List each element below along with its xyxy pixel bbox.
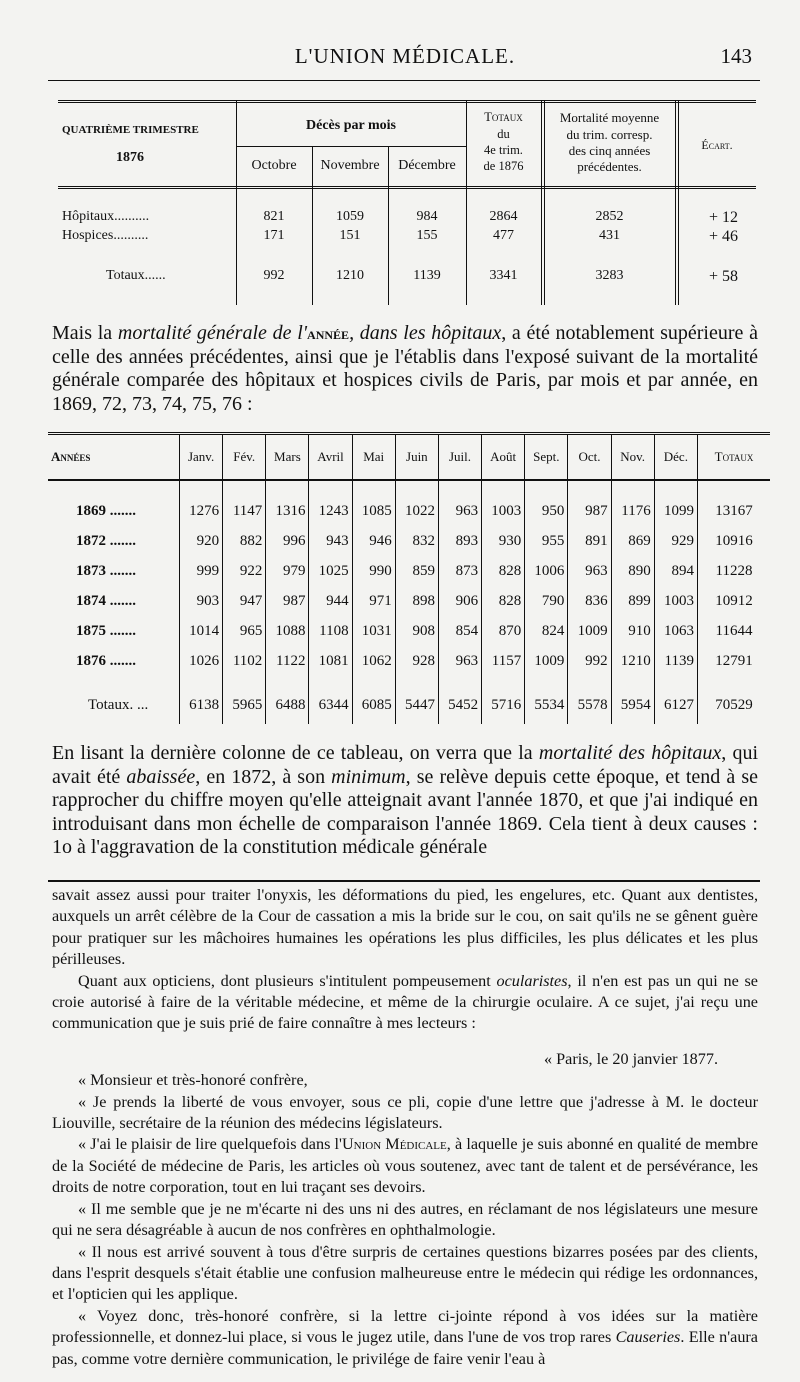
table-cell: 1102: [223, 647, 266, 677]
cell: 171: [263, 228, 285, 243]
table-cell: 1122: [266, 647, 309, 677]
table-cell: 1003: [482, 497, 525, 527]
table-cell: 971: [352, 587, 395, 617]
table-cell: 894: [654, 557, 697, 587]
table-cell: 1009: [525, 647, 568, 677]
table-cell: 1088: [266, 617, 309, 647]
table-cell: 1085: [352, 497, 395, 527]
header-month: Oct.: [568, 434, 611, 481]
cell: 477: [493, 228, 514, 243]
paragraph-mortalite: Mais la mortalité générale de l'année, dans les hôpitaux, a été notablement supérieure à celle des années précédentes, ainsi que je l'établis dans l'exposé suivant de la mortalité générale comparée des hôpitaux et hospices civils de Paris, par mois et par année, en 1869, 72, 73, 74, 75, 76 :: [52, 322, 758, 415]
table-cell: 1243: [309, 497, 352, 527]
table-cell: 1025: [309, 557, 352, 587]
journal-title: L'UNION MÉDICALE.: [294, 44, 516, 68]
header-month: Fév.: [223, 434, 266, 481]
row-hopitaux-label: Hôpitaux..........: [62, 209, 150, 224]
table-cell: 996: [266, 527, 309, 557]
table-cell: 963: [438, 647, 481, 677]
table-cell: 1276: [180, 497, 223, 527]
table-row: [48, 557, 770, 587]
month-october: Octobre: [251, 158, 297, 173]
year-label: 1876 .......: [76, 653, 136, 669]
totaux-header-3: 4e trim.: [484, 143, 523, 157]
cell: 2864: [489, 209, 518, 224]
quarter-table: [58, 100, 756, 305]
header-month: Nov.: [611, 434, 654, 481]
cell: 431: [599, 228, 620, 243]
table-cell: 1147: [223, 497, 266, 527]
cell: 155: [416, 228, 438, 243]
table-cell: 920: [180, 527, 223, 557]
table-cell: 832: [395, 527, 438, 557]
cell: 3283: [595, 268, 624, 283]
cell: 1139: [413, 268, 441, 283]
page-number: 143: [720, 44, 752, 68]
spacer-row: [48, 480, 770, 497]
totaux-label: Totaux. ...: [88, 697, 149, 714]
mortalite-header-2: du trim. corresp.: [566, 127, 653, 142]
spacer-row: [48, 676, 770, 687]
table-cell: 10912: [698, 587, 771, 617]
footnote-paragraph: savait assez aussi pour traiter l'onyxis, les déformations du pied, les engelures, etc. Quant aux dentistes, auxquels un arrêt célèbre de la Cour de cassation a mis la bride sur le cou, on sait qu'ils ne se gênent guère pour pratiquer sur les mâchoires humaines les opérations les plus difficiles, les plus délicates et les plus périlleuses.: [52, 886, 758, 969]
table-cell: 987: [568, 497, 611, 527]
header-month: Mars: [266, 434, 309, 481]
letter-date: « Paris, le 20 janvier 1877.: [544, 1049, 718, 1068]
header-month: Avril: [309, 434, 352, 481]
table-cell: 891: [568, 527, 611, 557]
table-cell: 5954: [611, 688, 654, 724]
header-month: Juil.: [438, 434, 481, 481]
cell: 821: [263, 209, 285, 224]
table-cell: 906: [438, 587, 481, 617]
table-cell: 908: [395, 617, 438, 647]
paragraph-analysis: En lisant la dernière colonne de ce tableau, on verra que la mortalité des hôpitaux, qui avait été abaissée, en 1872, à son minimum, se relève depuis cette époque, et tend à se rapprocher du chiffre moyen qu'elle atteignait avant l'année 1870, et que j'ai indiqué en introduisant dans mon échelle de comparaison l'année 1869. Cela tient à deux causes : 1o à l'aggravation de la constitution médicale générale: [52, 742, 758, 858]
header-month: Sept.: [525, 434, 568, 481]
table-cell: 1006: [525, 557, 568, 587]
table-cell: 12791: [698, 647, 771, 677]
cell: + 58: [708, 268, 738, 285]
footnote-block: [52, 885, 758, 1370]
table-cell: 5534: [525, 688, 568, 724]
cell: 992: [263, 268, 285, 283]
table-cell: 929: [654, 527, 697, 557]
table-cell: 5578: [568, 688, 611, 724]
table-cell: 943: [309, 527, 352, 557]
table-cell: 898: [395, 587, 438, 617]
table-cell: 873: [438, 557, 481, 587]
table-row: [48, 527, 770, 557]
cell: 3341: [489, 268, 518, 283]
table-cell: 979: [266, 557, 309, 587]
table-cell: 910: [611, 617, 654, 647]
table-cell: 1062: [352, 647, 395, 677]
footnote-rule: [48, 880, 760, 882]
table-cell: 1031: [352, 617, 395, 647]
table-cell: 899: [611, 587, 654, 617]
table-cell: 5965: [223, 688, 266, 724]
table-cell: 836: [568, 587, 611, 617]
table-cell: 946: [352, 527, 395, 557]
cell: 1059: [336, 209, 364, 224]
quarter-year: 1876: [116, 150, 144, 165]
table-row: [48, 587, 770, 617]
mortalite-header-1: Mortalité moyenne: [559, 110, 660, 125]
table-cell: 1139: [654, 647, 697, 677]
table-cell: 11644: [698, 617, 771, 647]
table-cell: 10916: [698, 527, 771, 557]
table-cell: 828: [482, 587, 525, 617]
table-cell: 963: [568, 557, 611, 587]
table-row: [48, 647, 770, 677]
table-cell: 5447: [395, 688, 438, 724]
table-cell: 824: [525, 617, 568, 647]
table-total-row: [48, 688, 770, 724]
header-month: Mai: [352, 434, 395, 481]
row-totaux-label: Totaux......: [106, 268, 166, 283]
cell: + 12: [708, 209, 738, 226]
table-cell: 11228: [698, 557, 771, 587]
table-cell: 6488: [266, 688, 309, 724]
table-cell: 1003: [654, 587, 697, 617]
table-cell: 1081: [309, 647, 352, 677]
footnote-paragraph: Quant aux opticiens, dont plusieurs s'intitulent pompeusement ocularistes, il n'en est pas un qui ne se croie autorisé à faire de la véritable médecine, et même de la chirurgie oculaire. A ce sujet, j'ai reçu une communication que je suis prié de faire connaître à mes lecteurs :: [52, 971, 758, 1033]
table-cell: 903: [180, 587, 223, 617]
table-cell: 965: [223, 617, 266, 647]
table-cell: 5452: [438, 688, 481, 724]
table-cell: 963: [438, 497, 481, 527]
table-row: [48, 497, 770, 527]
running-header: [50, 44, 760, 74]
totaux-header-1: Totaux: [484, 110, 523, 124]
table-cell: 1176: [611, 497, 654, 527]
table-cell: 999: [180, 557, 223, 587]
letter-paragraph: « J'ai le plaisir de lire quelquefois dans l'Union Médicale, à laquelle je suis abonné en qualité de membre de la Société de médecine de Paris, les articles où vous soutenez, avec tant de talent et de persévérance, les droits de notre corporation, tout en lui traçant ses devoirs.: [52, 1135, 758, 1197]
cell: 151: [339, 228, 361, 243]
cell: + 46: [708, 228, 738, 245]
table-cell: 13167: [698, 497, 771, 527]
table-cell: 987: [266, 587, 309, 617]
cell: 984: [416, 209, 438, 224]
letter-paragraph: « Je prends la liberté de vous envoyer, sous ce pli, copie d'une lettre que j'adresse à M. le docteur Liouville, secrétaire de la réunion des médecins législateurs.: [52, 1092, 758, 1133]
header-month: Août: [482, 434, 525, 481]
header-month: Juin: [395, 434, 438, 481]
month-december: Décembre: [398, 158, 456, 173]
table-cell: 6344: [309, 688, 352, 724]
table-cell: 1210: [611, 647, 654, 677]
table-cell: 922: [223, 557, 266, 587]
letter-salutation: « Monsieur et très-honoré confrère,: [78, 1071, 308, 1090]
table-cell: 947: [223, 587, 266, 617]
table-cell: 828: [482, 557, 525, 587]
header-annees: Années: [51, 449, 91, 464]
yearly-mortality-table: [48, 432, 770, 724]
table-cell: 955: [525, 527, 568, 557]
header-rule: [48, 80, 760, 81]
totaux-header-4: de 1876: [483, 159, 524, 173]
table-cell: 1108: [309, 617, 352, 647]
table-cell: 1099: [654, 497, 697, 527]
month-november: Novembre: [320, 158, 380, 173]
table-cell: 930: [482, 527, 525, 557]
row-hospices-label: Hospices..........: [62, 228, 149, 243]
table-cell: 6138: [180, 688, 223, 724]
table-cell: 790: [525, 587, 568, 617]
table-row: [48, 617, 770, 647]
table-cell: 6085: [352, 688, 395, 724]
table-cell: 5716: [482, 688, 525, 724]
header-month: Déc.: [654, 434, 697, 481]
cell: 1210: [336, 268, 364, 283]
table-cell: 1022: [395, 497, 438, 527]
table-cell: 854: [438, 617, 481, 647]
table-cell: 990: [352, 557, 395, 587]
year-label: 1875 .......: [76, 623, 136, 640]
cell: 2852: [595, 209, 624, 224]
totaux-header-2: du: [497, 127, 510, 141]
table-cell: 992: [568, 647, 611, 677]
table-cell: 1063: [654, 617, 697, 647]
table-cell: 1157: [482, 647, 525, 677]
mortalite-header-3: des cinq années: [568, 143, 651, 158]
table-cell: 1009: [568, 617, 611, 647]
mortalite-header-4: précédentes.: [577, 159, 642, 174]
letter-paragraph: « Il nous est arrivé souvent à tous d'être surpris de certaines questions bizarres posées par des clients, dans l'esprit desquels s'était établie une confusion malheureuse entre le médecin qui rédige les ordonnances, et l'opticien qui les applique.: [52, 1242, 758, 1304]
year-label: 1872 .......: [76, 533, 136, 550]
ecart-header: Écart.: [701, 138, 733, 152]
table-cell: 70529: [698, 688, 771, 724]
table-cell: 1316: [266, 497, 309, 527]
table-cell: 859: [395, 557, 438, 587]
year-label: 1869 .......: [76, 503, 136, 520]
year-label: 1873 .......: [76, 563, 136, 580]
letter-paragraph: « Voyez donc, très-honoré confrère, si la lettre ci-jointe répond à vos idées sur la matière professionnelle, et donnez-lui place, si vous le jugez utile, dans l'une de vos trop rares Causeries. Elle n'aura pas, comme votre dernière communication, le privilége de faire venir l'eau à: [52, 1306, 758, 1368]
year-label: 1874 .......: [76, 593, 136, 610]
table-cell: 950: [525, 497, 568, 527]
table-cell: 890: [611, 557, 654, 587]
table-cell: 944: [309, 587, 352, 617]
table-cell: 893: [438, 527, 481, 557]
table-cell: 870: [482, 617, 525, 647]
table-cell: 882: [223, 527, 266, 557]
letter-paragraph: « Il me semble que je ne m'écarte ni des uns ni des autres, en réclamant de nos législateurs une mesure qui ne sera désagréable à aucun de nos confrères en ophthalmologie.: [52, 1199, 758, 1240]
header-totaux: Totaux: [698, 434, 771, 481]
header-month: Janv.: [180, 434, 223, 481]
table-cell: 6127: [654, 688, 697, 724]
table-cell: 928: [395, 647, 438, 677]
quarter-label: QUATRIÈME TRIMESTRE: [62, 124, 199, 136]
deces-label: Décès par mois: [306, 118, 396, 133]
table-cell: 869: [611, 527, 654, 557]
table-cell: 1014: [180, 617, 223, 647]
table-header-row: [48, 434, 770, 481]
table-cell: 1026: [180, 647, 223, 677]
